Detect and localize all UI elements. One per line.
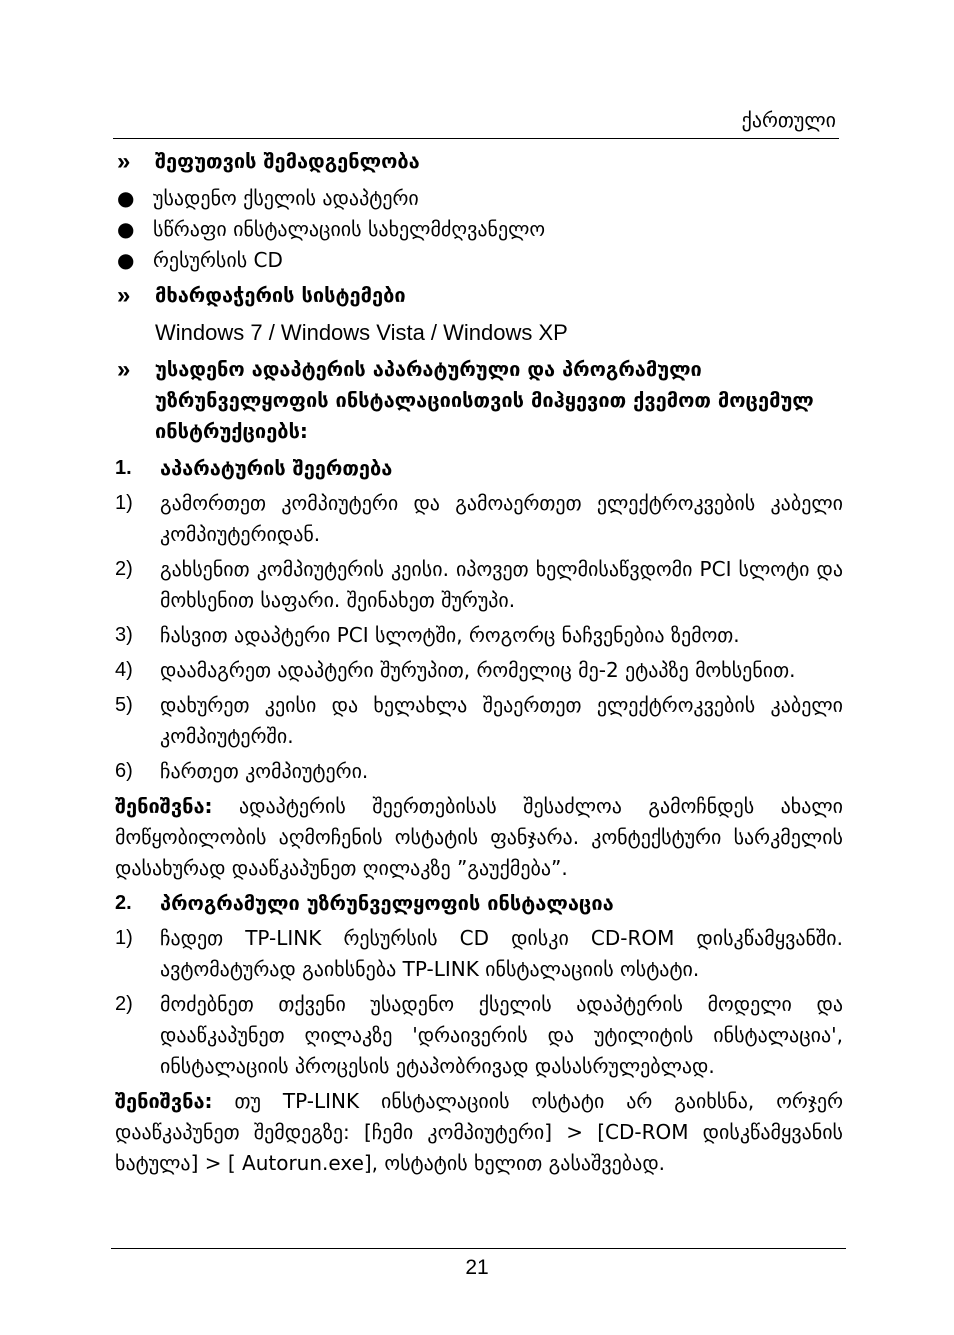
step-text: გახსენით კომპიუტერის კეისი. იპოვეთ ხელმისაწვდომი PCI სლოტი და მოხსენით საფარი. შეინახეთ შურუპი. bbox=[160, 557, 843, 612]
step-item bbox=[115, 989, 843, 1082]
step-text: ჩასვით ადაპტერი PCI სლოტში, როგორც ნაჩვენებია ზემოთ. bbox=[160, 623, 740, 647]
package-contents-title: შეფუთვის შემადგენლობა bbox=[155, 149, 420, 173]
supported-systems-title: მხარდაჭერის სისტემები bbox=[155, 283, 406, 307]
note-text: თუ TP-LINK ინსტალაციის ოსტატი არ გაიხსნა, ორჯერ დააწკაპუნეთ შემდეგზე: [ჩემი კომპიუტერი] > [CD-ROM დისკწამყვანის ხატულა] > [ Autorun.exe], ოსტატის ხელით გასაშვებად. bbox=[115, 1089, 843, 1175]
software-steps bbox=[115, 923, 843, 1082]
step-item bbox=[115, 554, 843, 616]
step-text: დახურეთ კეისი და ხელახლა შეაერთეთ ელექტროკვების კაბელი კომპიუტერში. bbox=[160, 693, 843, 748]
step-number: 4) bbox=[115, 659, 133, 681]
page-number: 21 bbox=[465, 1256, 489, 1279]
step-number: 2) bbox=[115, 993, 133, 1015]
step-number: 1) bbox=[115, 927, 133, 949]
bullet-icon: ● bbox=[117, 248, 135, 272]
software-note bbox=[115, 1086, 843, 1179]
step-text: ჩართეთ კომპიუტერი. bbox=[160, 759, 369, 783]
top-divider bbox=[113, 138, 839, 139]
step-number: 1) bbox=[115, 492, 133, 514]
step-number: 5) bbox=[115, 694, 133, 716]
hardware-heading bbox=[115, 453, 843, 484]
bottom-divider bbox=[111, 1248, 846, 1249]
bullet-icon: ● bbox=[117, 186, 135, 210]
step-item bbox=[115, 690, 843, 752]
hardware-title: აპარატურის შეერთება bbox=[160, 456, 393, 480]
step-item bbox=[115, 655, 843, 686]
list-item-text: რესურსის CD bbox=[153, 248, 283, 272]
section-marker-icon: » bbox=[117, 282, 131, 309]
step-text: გამორთეთ კომპიუტერი და გამოაერთეთ ელექტროკვების კაბელი კომპიუტერიდან. bbox=[160, 491, 843, 546]
bullet-icon: ● bbox=[117, 217, 135, 241]
list-item bbox=[115, 214, 843, 245]
section-marker-icon: » bbox=[117, 148, 131, 175]
step-number: 3) bbox=[115, 624, 133, 646]
hardware-number: 1. bbox=[115, 457, 132, 479]
step-item bbox=[115, 923, 843, 985]
intro-heading bbox=[115, 354, 843, 447]
step-number: 6) bbox=[115, 760, 133, 782]
language-header: ქართული bbox=[741, 108, 836, 132]
step-text: დაამაგრეთ ადაპტერი შურუპით, რომელიც მე-2 ეტაპზე მოხსენით. bbox=[160, 658, 796, 682]
package-contents-heading bbox=[115, 146, 843, 177]
package-contents-list bbox=[115, 183, 843, 276]
step-number: 2) bbox=[115, 558, 133, 580]
hardware-note bbox=[115, 791, 843, 884]
step-item bbox=[115, 756, 843, 787]
list-item bbox=[115, 183, 843, 214]
list-item-text: სწრაფი ინსტალაციის სახელმძღვანელო bbox=[153, 217, 546, 241]
supported-systems-value: Windows 7 / Windows Vista / Windows XP bbox=[155, 320, 568, 345]
step-text: ჩადეთ TP-LINK რესურსის CD დისკი CD-ROM დისკწამყვანში. ავტომატურად გაიხსნება TP-LINK ინსტალაციის ოსტატი. bbox=[160, 926, 843, 981]
section-marker-icon: » bbox=[117, 356, 131, 383]
hardware-steps bbox=[115, 488, 843, 787]
software-title: პროგრამული უზრუნველყოფის ინსტალაცია bbox=[160, 891, 614, 915]
list-item bbox=[115, 245, 843, 276]
note-label: შენიშვნა: bbox=[115, 794, 213, 818]
software-heading bbox=[115, 888, 843, 919]
step-text: მოძებნეთ თქვენი უსადენო ქსელის ადაპტერის მოდელი და დააწკაპუნეთ ღილაკზე 'დრაივერის და უტილიტის ინსტალაცია', ინსტალაციის პროცესის ეტაპობრივად დასასრულებლად. bbox=[160, 992, 843, 1078]
page-content bbox=[115, 146, 843, 1183]
step-item bbox=[115, 488, 843, 550]
list-item-text: უსადენო ქსელის ადაპტერი bbox=[153, 186, 419, 210]
intro-text: უსადენო ადაპტერის აპარატურული და პროგრამული უზრუნველყოფის ინსტალაციისთვის მიჰყევით ქვემოთ მოცემულ ინსტრუქციებს: bbox=[155, 357, 814, 443]
software-number: 2. bbox=[115, 892, 132, 914]
note-label: შენიშვნა: bbox=[115, 1089, 213, 1113]
supported-systems-heading bbox=[115, 280, 843, 311]
note-text: ადაპტერის შეერთებისას შესაძლოა გამოჩნდეს ახალი მოწყობილობის აღმოჩენის ოსტატის ფანჯარა. კონტექსტური სარკმელის დასახურად დააწკაპუნეთ ღილაკზე ”გაუქმება”. bbox=[115, 794, 843, 880]
step-item bbox=[115, 620, 843, 651]
